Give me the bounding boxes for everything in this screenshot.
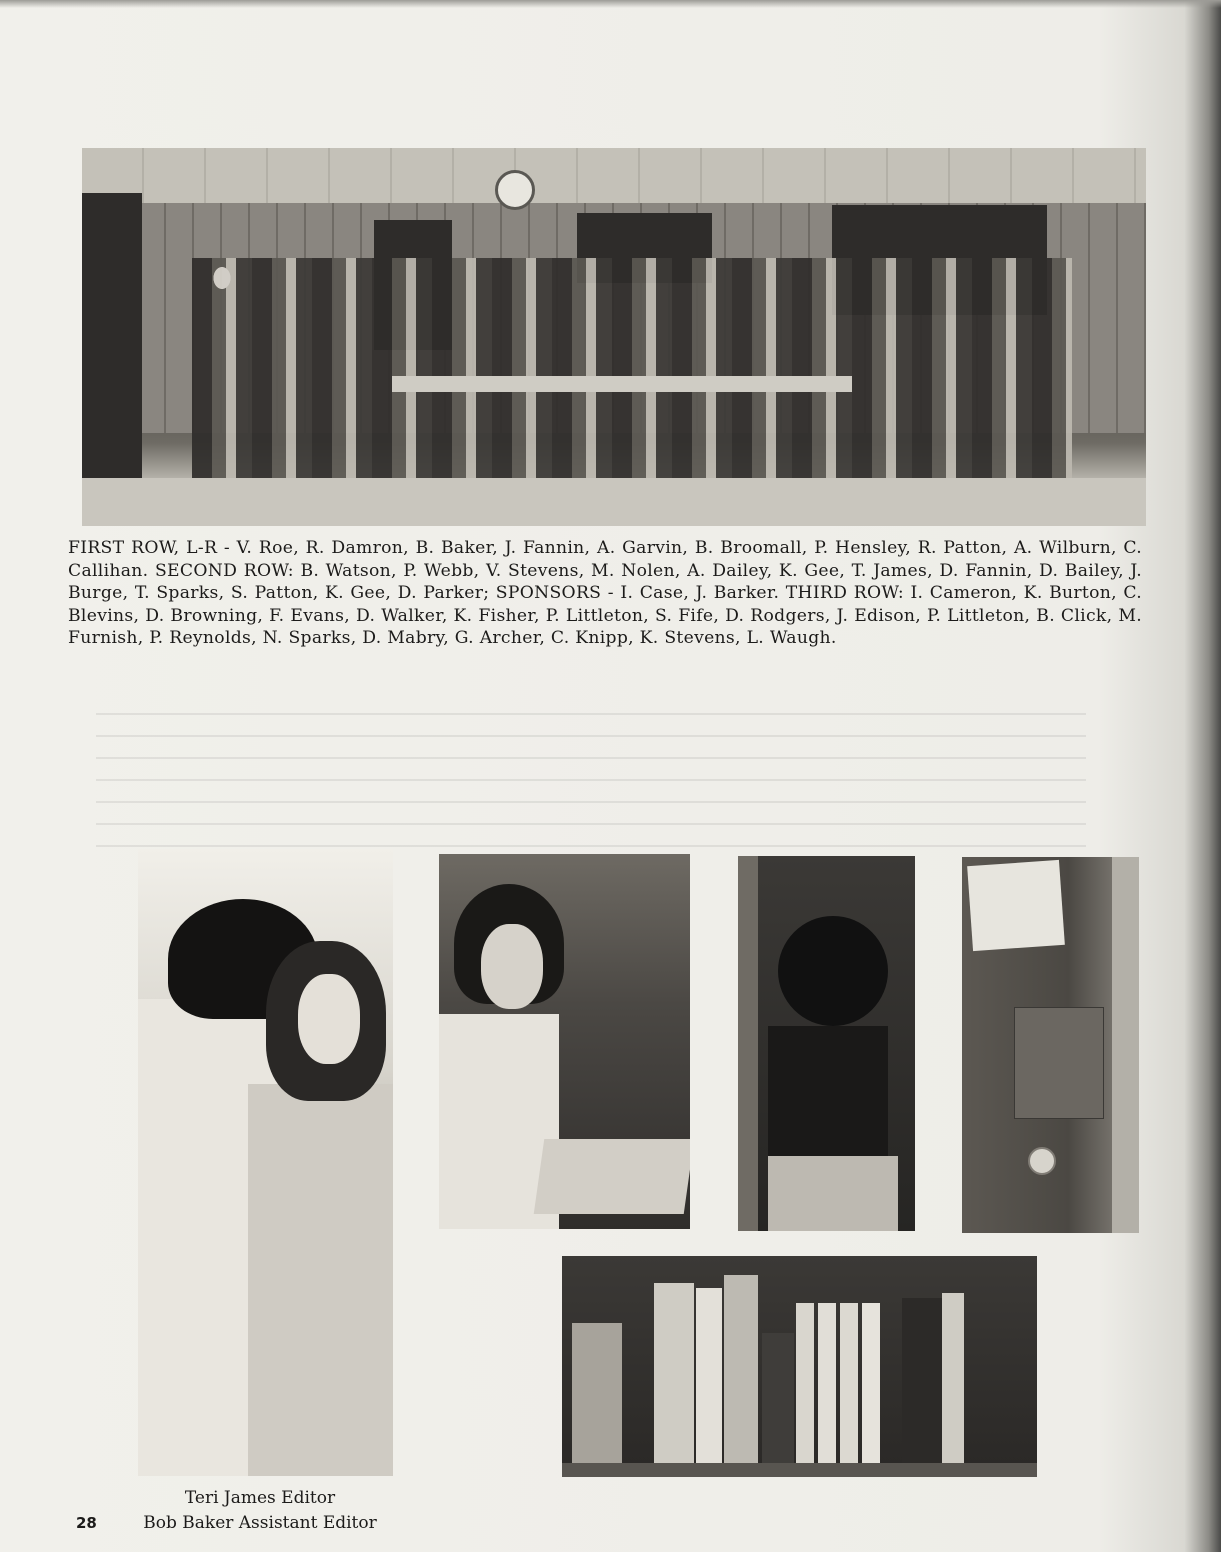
yearbook-spine [840, 1303, 858, 1463]
doorway-photo-hair [778, 916, 888, 1026]
door-knob-icon [1028, 1147, 1056, 1175]
typist-photo-paper [534, 1139, 690, 1214]
door-photo-poster [967, 860, 1065, 951]
bleed-through-text [96, 713, 1086, 853]
group-photo-table [392, 376, 852, 392]
editors-photo [138, 849, 393, 1476]
group-photo-ceiling [82, 148, 1146, 203]
editors-photo-face [298, 974, 360, 1064]
page-number: 28 [76, 1514, 97, 1532]
group-photo-cabinet-left [82, 193, 142, 493]
group-photo [82, 148, 1146, 526]
yearbook-spine [862, 1303, 880, 1463]
yearbook-spine [818, 1303, 836, 1463]
yearbook-spine [796, 1303, 814, 1463]
page-top-shadow [0, 0, 1221, 8]
bookshelf-shelf [562, 1463, 1037, 1477]
doorway-photo-pants [768, 1156, 898, 1231]
book [762, 1333, 794, 1463]
assistant-editor-caption: Bob Baker Assistant Editor [143, 1513, 377, 1533]
editor-caption: Teri James Editor [184, 1488, 336, 1508]
wall-clock-icon [495, 170, 535, 210]
doorway-photo [738, 856, 915, 1231]
door-photo-edge [1112, 857, 1139, 1233]
book [724, 1275, 758, 1463]
editors-photo-blouse [248, 1084, 393, 1476]
typist-photo-face [481, 924, 543, 1009]
group-photo-floor [82, 478, 1146, 526]
door-photo-note [1014, 1007, 1104, 1119]
doorway-photo-frame [738, 856, 758, 1231]
book [572, 1323, 622, 1463]
book [654, 1283, 694, 1463]
door-photo [962, 857, 1139, 1233]
group-photo-caption: FIRST ROW, L-R - V. Roe, R. Damron, B. Baker, J. Fannin, A. Garvin, B. Broomall, P. Hensley, R. Patton, A. Wilburn, C. Callihan. SECOND ROW: B. Watson, P. Webb, V. Stevens, M. Nolen, A. Dailey, K. Gee, T. James, D. Fannin, D. Bailey, J. Burge, T. Sparks, S. Patton, K. Gee, D. Parker; SPONSORS - I. Case, J. Barker. THIRD ROW: I. Cameron, K. Burton, C. Blevins, D. Browning, F. Evans, D. Walker, K. Fisher, P. Littleton, S. Fife, D. Rodgers, J. Edison, P. Littleton, B. Click, M. Furnish, P. Reynolds, N. Sparks, D. Mabry, G. Archer, C. Knipp, K. Stevens, L. Waugh. [68, 538, 1142, 648]
book [902, 1298, 942, 1463]
bookshelf-photo [562, 1256, 1037, 1477]
book [942, 1293, 964, 1463]
book [696, 1288, 722, 1463]
typist-photo [439, 854, 690, 1229]
